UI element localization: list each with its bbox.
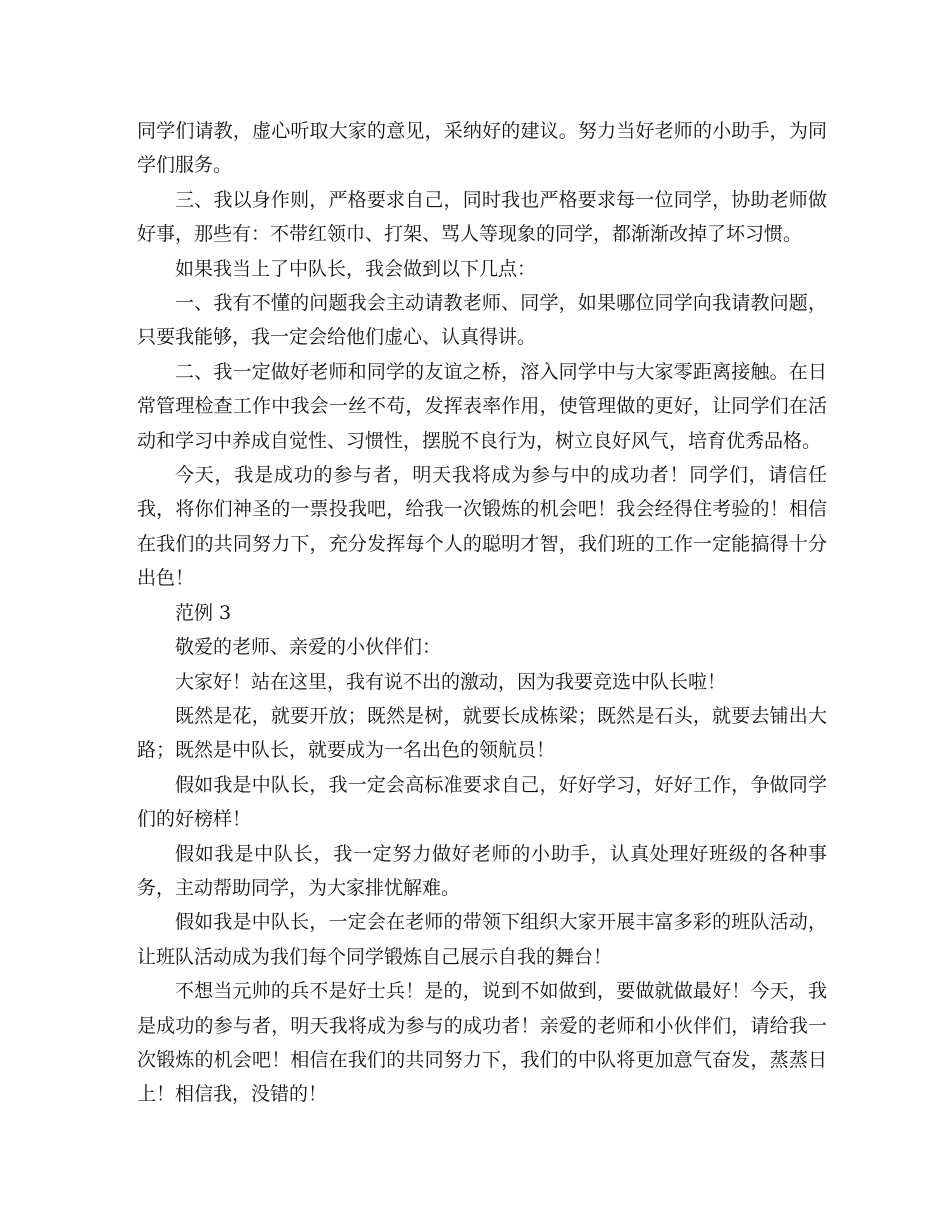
paragraph-12: 假如我是中队长，我一定努力做好老师的小助手，认真处理好班级的各种事务，主动帮助同学，为大家排忧解难。	[137, 842, 827, 899]
paragraph-13: 假如我是中队长，一定会在老师的带领下组织大家开展丰富多彩的班队活动，让班队活动成为我们每个同学锻炼自己展示自我的舞台！	[137, 911, 827, 968]
paragraph-10: 既然是花，就要开放；既然是树，就要长成栋梁；既然是石头，就要去铺出大路；既然是中队长，就要成为一名出色的领航员！	[137, 704, 827, 762]
paragraph-5: 二、我一定做好老师和同学的友谊之桥，溶入同学中与大家零距离接触。在日常管理检查工作中我会一丝不苟，发挥表率作用，使管理做的更好，让同学们在活动和学习中养成自觉性、习惯性，摆脱不良行为，树立良好风气，培育优秀品格。	[137, 360, 827, 452]
paragraph-6: 今天，我是成功的参与者，明天我将成为参与中的成功者！同学们，请信任我，将你们神圣的一票投我吧，给我一次锻炼的机会吧！我会经得住考验的！相信在我们的共同努力下，充分发挥每个人的聪明才智，我们班的工作一定能搞得十分出色！	[137, 464, 827, 590]
document-body	[137, 114, 827, 1112]
salutation: 敬爱的老师、亲爱的小伙伴们：	[175, 636, 442, 659]
paragraph-2: 三、我以身作则，严格要求自己，同时我也严格要求每一位同学，协助老师做好事，那些有：不带红领巾、打架、骂人等现象的同学，都渐渐改掉了坏习惯。	[137, 188, 827, 246]
paragraph-9: 大家好！站在这里，我有说不出的激动，因为我要竞选中队长啦！	[175, 670, 727, 693]
paragraph-3: 如果我当上了中队长，我会做到以下几点：	[175, 257, 537, 280]
paragraph-4: 一、我有不懂的问题我会主动请教老师、同学，如果哪位同学向我请教问题，只要我能够，我一定会给他们虚心、认真得讲。	[137, 292, 827, 349]
paragraph-1: 同学们请教，虚心听取大家的意见，采纳好的建议。努力当好老师的小助手，为同学们服务。	[137, 120, 827, 177]
paragraph-11: 假如我是中队长，我一定会高标准要求自己，好好学习，好好工作，争做同学们的好榜样！	[137, 773, 827, 831]
paragraph-14: 不想当元帅的兵不是好士兵！是的，说到不如做到，要做就做最好！今天，我是成功的参与者，明天我将成为参与的成功者！亲爱的老师和小伙伴们，请给我一次锻炼的机会吧！相信在我们的共同努力下，我们的中队将更加意气奋发，蒸蒸日上！相信我，没错的！	[137, 980, 827, 1106]
section-heading: 范例 3	[175, 601, 232, 624]
